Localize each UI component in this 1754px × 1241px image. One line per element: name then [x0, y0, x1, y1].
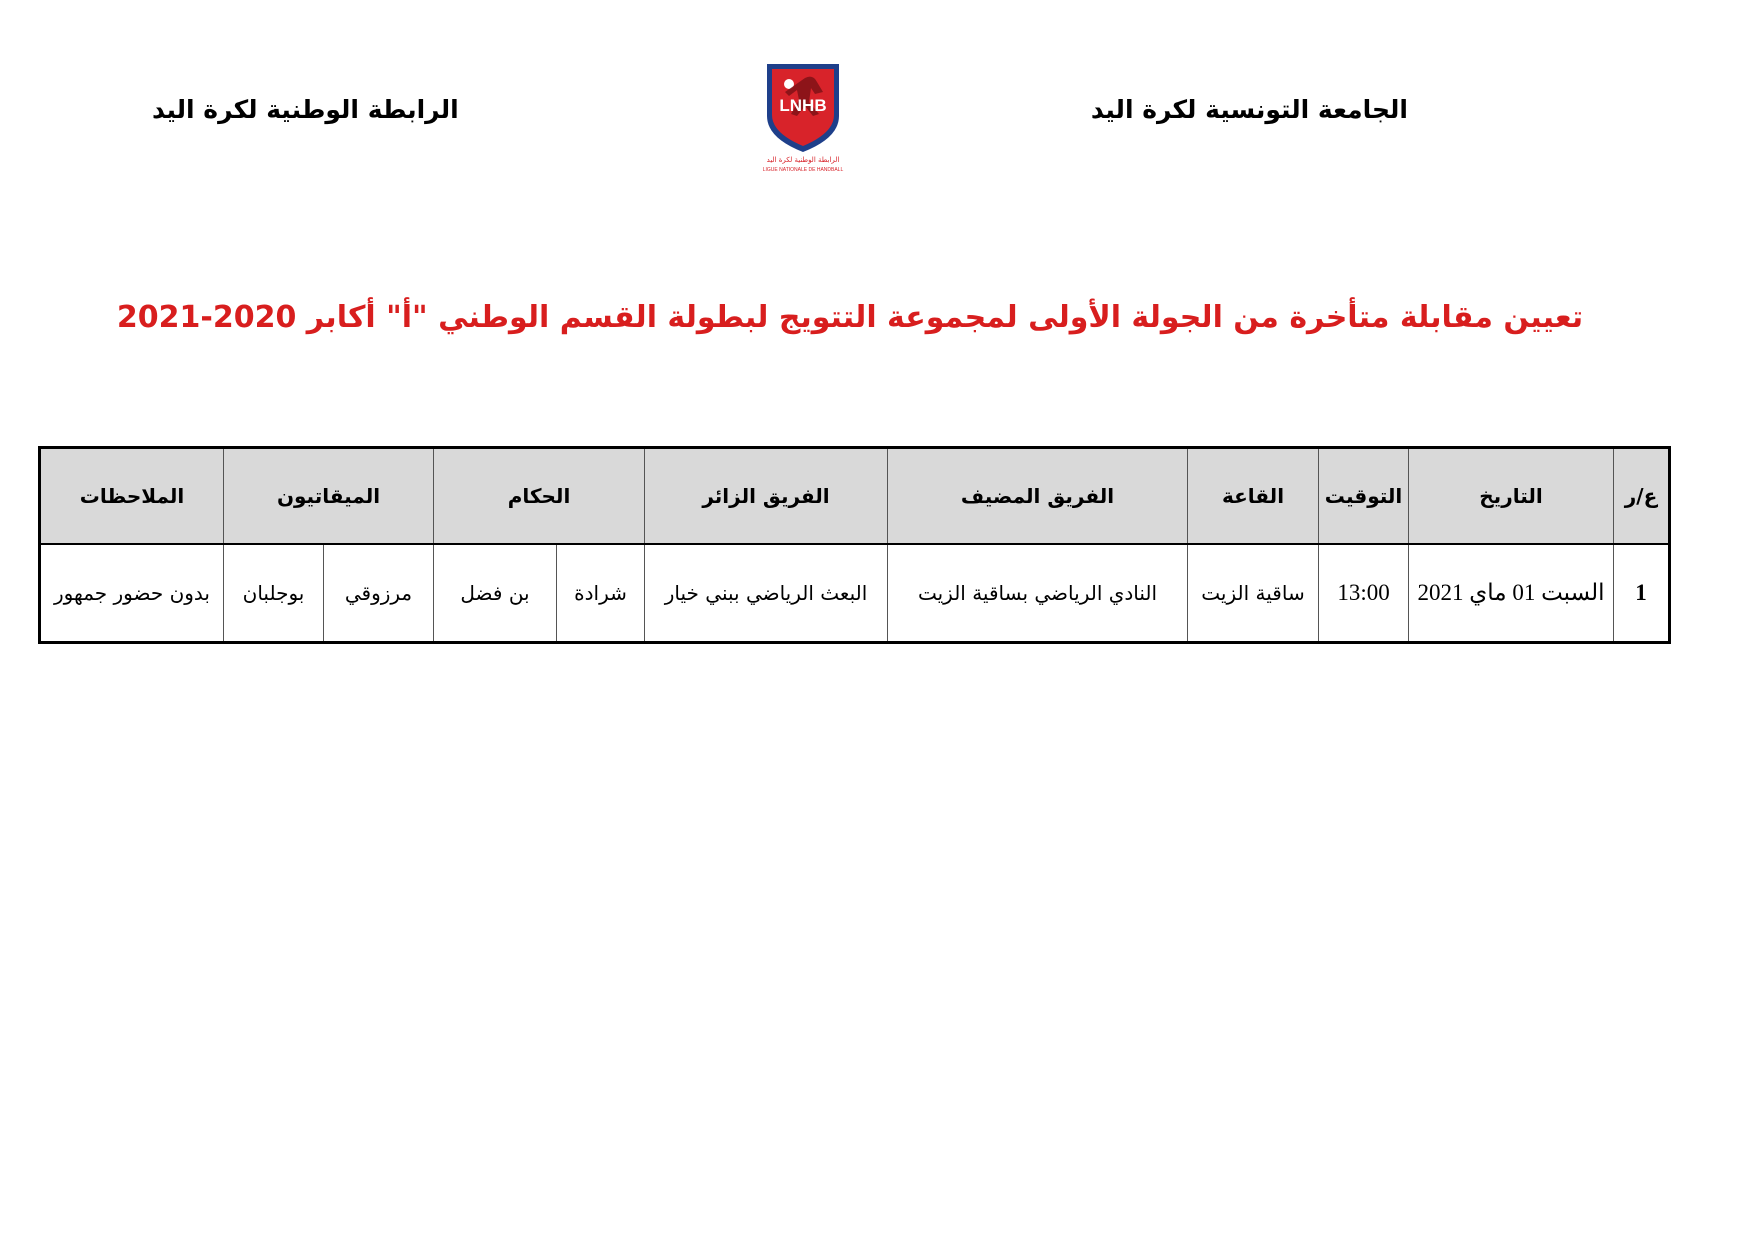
page-title: تعيين مقابلة متأخرة من الجولة الأولى لمجموعة التتويج لبطولة القسم الوطني "أ" أكابر 2020-2021	[116, 300, 1584, 335]
cell-home-team: النادي الرياضي بساقية الزيت	[888, 544, 1188, 643]
cell-timekeeper-2: بوجلبان	[224, 544, 324, 643]
table-header-row	[40, 448, 1670, 545]
cell-referee-2: بن فضل	[434, 544, 557, 643]
header-index: ع/ر	[1614, 448, 1670, 545]
federation-name: الجامعة التونسية لكرة اليد	[1090, 95, 1408, 124]
table-row	[40, 544, 1670, 643]
cell-date: السبت 01 ماي 2021	[1409, 544, 1614, 643]
lnhb-logo-icon	[753, 58, 853, 173]
league-name: الرابطة الوطنية لكرة اليد	[152, 95, 459, 124]
header-timekeepers: الميقاتيون	[224, 448, 434, 545]
cell-referee-1: شرادة	[557, 544, 645, 643]
header-home-team: الفريق المضيف	[888, 448, 1188, 545]
cell-away-team: البعث الرياضي ببني خيار	[645, 544, 888, 643]
cell-time: 13:00	[1319, 544, 1409, 643]
logo-subtitle-ar: الرابطة الوطنية لكرة اليد	[766, 156, 840, 164]
lnhb-logo	[753, 58, 853, 173]
cell-notes: بدون حضور جمهور	[40, 544, 224, 643]
header-notes: الملاحظات	[40, 448, 224, 545]
cell-index: 1	[1614, 544, 1670, 643]
header-away-team: الفريق الزائر	[645, 448, 888, 545]
cell-hall: ساقية الزيت	[1188, 544, 1319, 643]
header-date: التاريخ	[1409, 448, 1614, 545]
cell-timekeeper-1: مرزوقي	[324, 544, 434, 643]
logo-text: LNHB	[779, 96, 827, 115]
logo-subtitle-fr: LIGUE NATIONALE DE HANDBALL	[762, 167, 844, 173]
header-time: التوقيت	[1319, 448, 1409, 545]
assignment-table	[38, 446, 1671, 644]
header-hall: القاعة	[1188, 448, 1319, 545]
header-referees: الحكام	[434, 448, 645, 545]
